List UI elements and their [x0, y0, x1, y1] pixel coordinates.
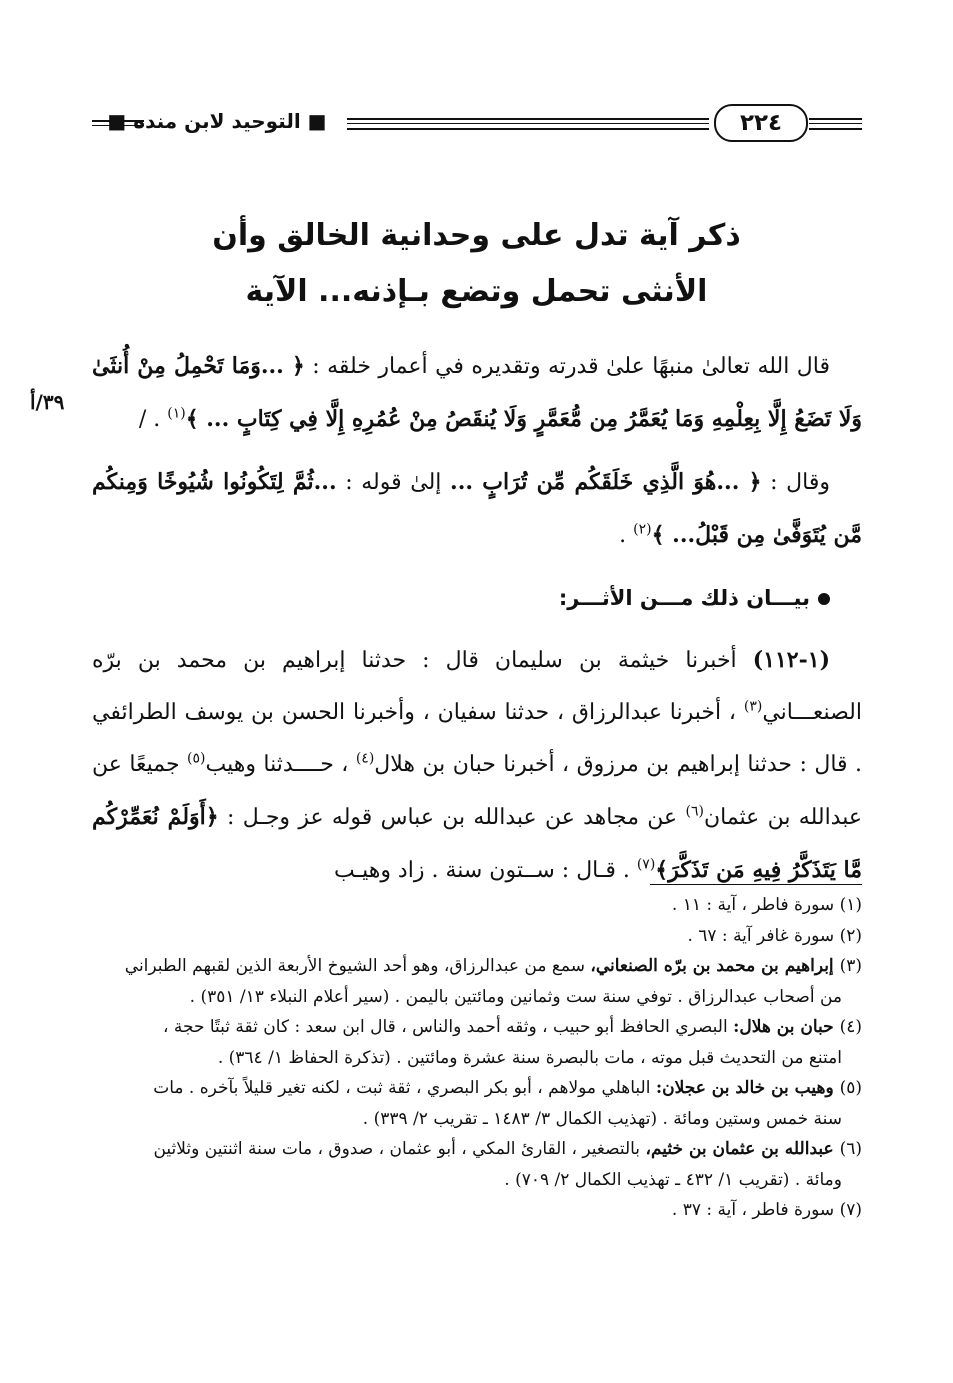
footnote-number: (٣): [839, 956, 862, 976]
header-rule: [347, 123, 709, 124]
header-rule: [809, 123, 862, 124]
footnote-ref[interactable]: (٣): [743, 698, 763, 715]
header-rule: [809, 128, 862, 130]
quran-verse: ﴿أَوَلَمْ نُعَمِّرْكُم مَّا يَتَذَكَّرُ فِيهِ مَن تَذَكَّرَ﴾: [92, 804, 862, 883]
footnote: [92, 951, 862, 982]
hadith-paragraph: [92, 634, 862, 897]
chapter-title-line2: الأنثى تحمل وتضع بـإذنه... الآية: [245, 274, 708, 309]
footnote-continuation: ومائة . (تقريب ١/ ٤٣٢ ـ تهذيب الكمال ٢/ ٧٠٩) .: [504, 1169, 842, 1190]
quran-verse: ﴿ ...هُوَ الَّذِي خَلَقَكُم مِّن تُرَابٍ ...: [450, 469, 762, 495]
text-run: إلىٰ قوله :: [336, 470, 451, 495]
footnotes: [92, 890, 862, 1226]
footnote-text: البصري الحافظ أبو حبيب ، وثقه أحمد والناس ، قال ابن سعد : كان ثقة ثبتًا حجة ،: [162, 1017, 734, 1037]
footnote-separator: [650, 884, 862, 885]
footnote-ref[interactable]: (٢): [633, 521, 652, 538]
footnote-text: سورة فاطر ، آية : ٣٧ .: [671, 1200, 840, 1220]
quran-verse: ...ثُمَّ لِتَكُونُوا شُيُوخًا وَمِنكُم مَّن يُتَوَفَّىٰ مِن قَبْلُ... ﴾: [92, 469, 862, 548]
text-run: أخبرنا خيثمة بن سليمان قال : حدثنا إبراهيم بن محمد بن برّه الصنعـــاني: [92, 648, 862, 725]
footnote-narrator-name: عبدالله بن عثمان بن خثيم،: [645, 1139, 840, 1159]
footnote: [92, 1195, 862, 1226]
footnote-text: بالتصغير ، القارئ المكي ، أبو عثمان ، صدوق ، مات سنة اثنتين وثلاثين: [153, 1139, 646, 1159]
header-rule: [347, 118, 709, 120]
text-run: ، حــــدثنا وهيب: [205, 752, 356, 777]
main-text: [92, 340, 862, 897]
text-run: . قـال : ســتون سنة . زاد وهيـب: [334, 858, 637, 883]
text-run: .: [619, 523, 634, 548]
manuscript-folio-marker: ٣٩/أ: [30, 390, 65, 414]
page-number: ٢٢٤: [714, 104, 808, 142]
section-heading-text: بيـــان ذلك مـــن الأثـــر:: [558, 586, 810, 610]
header-rule: [809, 118, 862, 120]
paragraph-verse-1: [92, 340, 862, 446]
footnote-ref[interactable]: (٤): [355, 750, 375, 767]
footnote-text: سمع من عبدالرزاق، وهو أحد الشيوخ الأربعة الذين لقبهم الطبراني: [124, 956, 591, 976]
footnote-continuation: امتنع من التحديث قبل موته ، مات بالبصرة سنة عشرة ومائتين . (تذكرة الحفاظ ١/ ٣٦٤) .: [217, 1047, 842, 1068]
footnote-number: (٧): [839, 1200, 862, 1220]
section-heading: [92, 572, 862, 624]
text-run: وقال :: [770, 470, 831, 495]
paragraph-verse-2: [92, 456, 862, 562]
chapter-title: [150, 208, 803, 320]
footnote-number: (٥): [839, 1078, 862, 1098]
footnote-ref[interactable]: (٦): [685, 803, 704, 820]
footnote-ref[interactable]: (٧): [636, 856, 656, 873]
footnote-ref[interactable]: (١): [167, 405, 186, 422]
footnote-text: سورة فاطر ، آية : ١١ .: [671, 895, 840, 915]
text-run: جميعًا عن عبدالله بن عثمان: [92, 752, 862, 830]
text-run: عن مجاهد عن عبدالله بن عباس قوله عز وجـل :: [218, 805, 686, 830]
hadith-number: (١-١١٢): [752, 647, 830, 673]
footnote-number: (٤): [839, 1017, 862, 1037]
quran-verse: ﴿ ...وَمَا تَحْمِلُ مِنْ أُنثَىٰ وَلَا تَضَعُ إِلَّا بِعِلْمِهِ وَمَا يُعَمَّرُ مِن مُّعَمَّرٍ وَلَا يُنقَصُ مِنْ عُمُرِهِ إِلَّا فِي كِتَابٍ ... ﴾: [92, 353, 862, 432]
footnote: [92, 1134, 862, 1165]
footnote: [92, 1073, 862, 1104]
footnote: [92, 890, 862, 921]
footnote-narrator-name: إبراهيم بن محمد بن برّه الصنعاني،: [590, 956, 840, 976]
header-rule: [347, 128, 709, 130]
page-header: [92, 104, 862, 144]
footnote-continuation: من أصحاب عبدالرزاق . توفي سنة ست وثمانين ومائتين باليمن . (سير أعلام النبلاء ١٣/ ٣٥١) .: [189, 986, 842, 1007]
footnote-continuation: سنة خمس وستين ومائة . (تهذيب الكمال ٣/ ١٤٨٣ ـ تقريب ٢/ ٣٣٩) .: [362, 1108, 842, 1129]
footnote-text: سورة غافر آية : ٦٧ .: [687, 925, 840, 946]
footnote: [92, 921, 862, 952]
text-run: ، أخبرنا عبدالرزاق ، حدثنا سفيان ، وأخبرنا الحسن بن يوسف الطرائفي . قال : حدثنا إبراهيم بن مرزوق ، أخبرنا حبان بن هلال: [92, 700, 862, 777]
footnote-number: (٦): [839, 1139, 862, 1159]
bullet-icon: [818, 593, 830, 605]
footnote-narrator-name: حبان بن هلال:: [733, 1017, 840, 1037]
chapter-title-line1: ذكر آية تدل على وحدانية الخالق وأن: [212, 218, 741, 253]
running-title: ■ التوحيد لابن منده ■: [107, 109, 327, 133]
text-run: . /: [138, 407, 168, 432]
footnote-text: الباهلي مولاهم ، أبو بكر البصري ، ثقة ثبت ، لكنه تغير قليلاً بآخره . مات: [153, 1078, 656, 1098]
footnote: [92, 1012, 862, 1043]
footnote-number: (١): [839, 895, 862, 915]
footnote-ref[interactable]: (٥): [187, 750, 206, 767]
footnote-number: (٢): [839, 925, 862, 946]
footnote-narrator-name: وهيب بن خالد بن عجلان:: [655, 1078, 840, 1098]
text-run: قال الله تعالىٰ منبهًا علىٰ قدرته وتقديره في أعمار خلقه :: [312, 354, 830, 379]
